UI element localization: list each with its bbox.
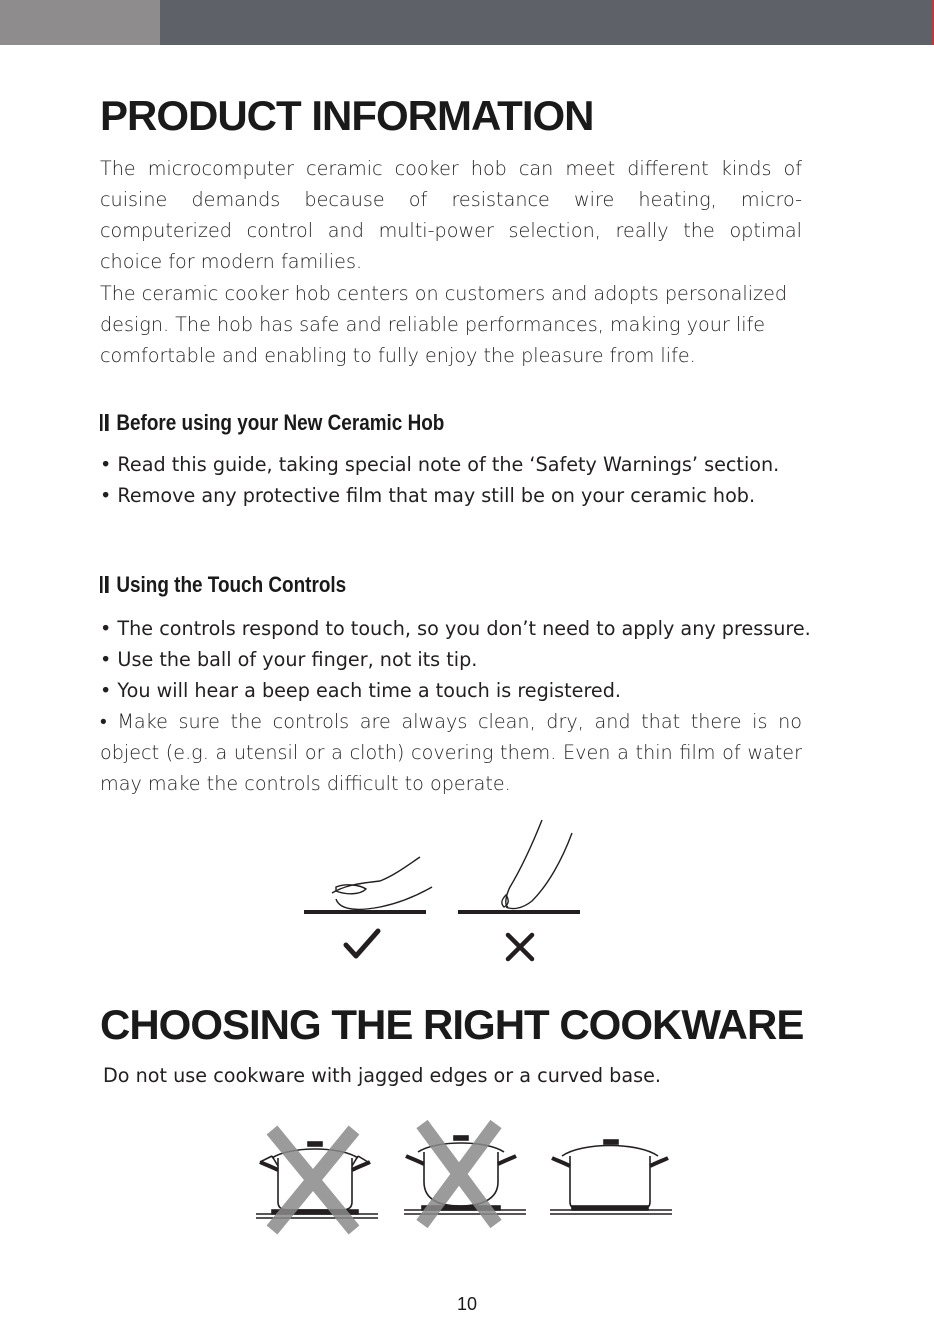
header-bar-left	[0, 0, 160, 45]
check-icon	[346, 931, 378, 956]
cross-icon	[508, 935, 532, 959]
list-item: • The controls respond to touch, so you don’t need to apply any pressure.	[100, 617, 811, 640]
finger-tip-illustration	[502, 820, 572, 909]
hob-surface-right	[458, 910, 580, 914]
page-number: 10	[456, 1294, 478, 1314]
heading-text: Before using your New Ceramic Hob	[116, 410, 445, 435]
page-title: PRODUCT INFORMATION	[100, 92, 594, 139]
heading-bars-icon	[100, 414, 109, 431]
cookware-figure	[250, 1118, 680, 1240]
heading-text: Using the Touch Controls	[116, 572, 347, 597]
section-title-cookware: CHOOSING THE RIGHT COOKWARE	[100, 1001, 804, 1048]
touch-controls-figure	[300, 815, 590, 965]
finger-pad-illustration	[332, 857, 432, 909]
intro-paragraph-1: The microcomputer ceramic cooker hob can meet different kinds of cuisine demands because of resistance wire heating, micro-computerized control and multi-power selection, really the optimal choice for modern families.	[100, 157, 802, 273]
section-heading-touch-controls	[100, 572, 346, 598]
flat-base-pan	[550, 1140, 672, 1214]
intro-paragraph-2: The ceramic cooker hob centers on customers and adopts personalized design. The hob has safe and reliable performances, making your life comfortable and enabling to fully enjoy the pleasure from life.	[100, 282, 788, 367]
list-item: • Read this guide, taking special note of the ‘Safety Warnings’ section.	[100, 453, 780, 476]
list-item: • You will hear a beep each time a touch is registered.	[100, 679, 622, 702]
hob-surface-left	[304, 910, 426, 914]
list-item: • Make sure the controls are always clean, dry, and that there is no object (e.g. a utensil or a cloth) covering them. Even a thin film of water may make the controls difficult to operate.	[100, 710, 802, 795]
header-bar-right	[160, 0, 932, 45]
section-heading-before-using	[100, 410, 444, 436]
cookware-note: Do not use cookware with jagged edges or a curved base.	[103, 1064, 662, 1087]
list-item: • Remove any protective film that may still be on your ceramic hob.	[100, 484, 756, 507]
heading-bars-icon	[100, 576, 109, 593]
list-item: • Use the ball of your finger, not its tip.	[100, 648, 478, 671]
